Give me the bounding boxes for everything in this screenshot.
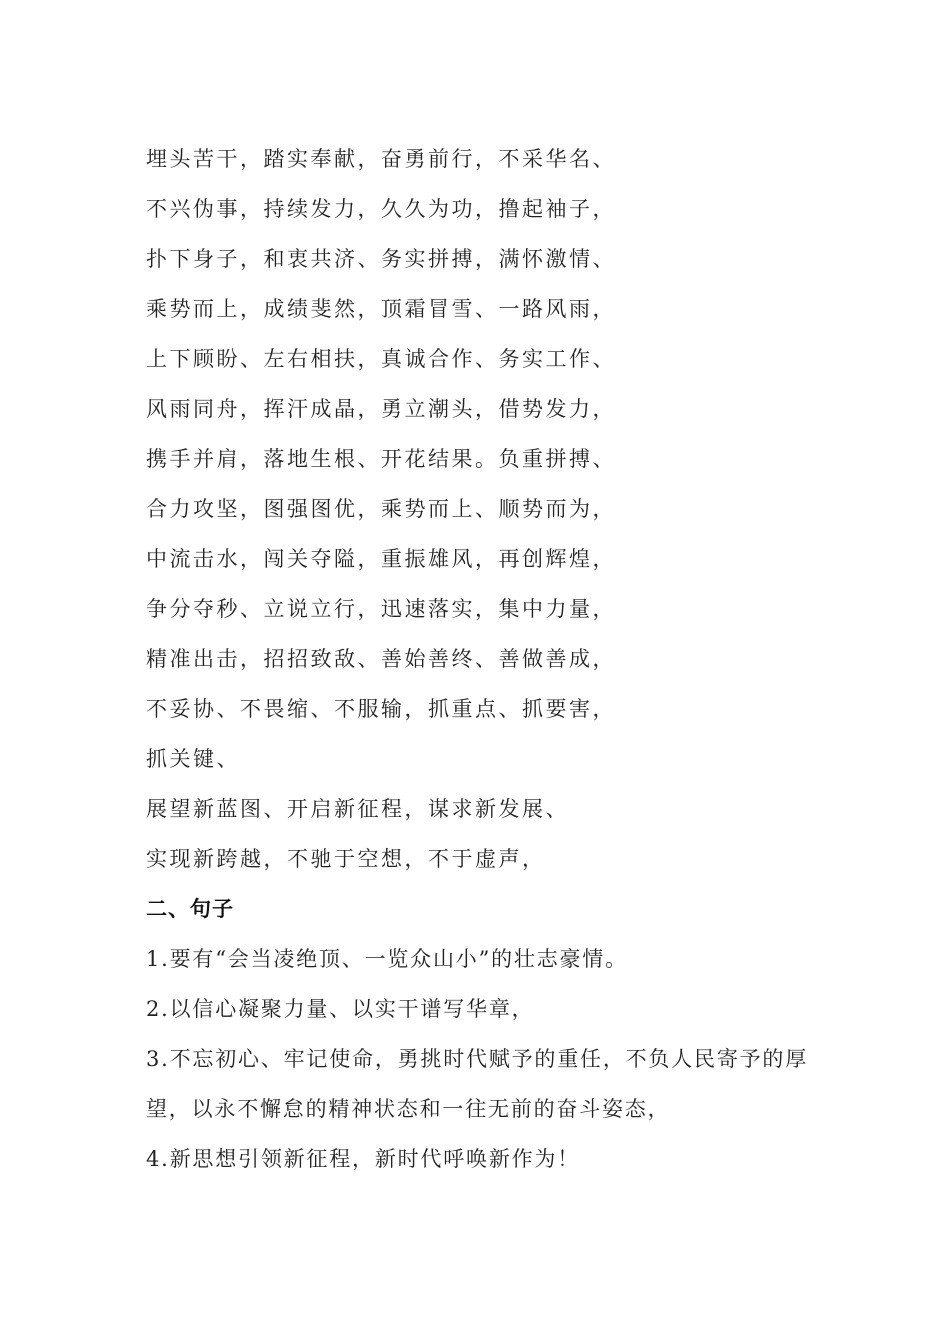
phrase-line: 不妥协、不畏缩、不服输，抓重点、抓要害， — [146, 697, 616, 721]
sentence-item: 4.新思想引领新征程，新时代呼唤新作为！ — [146, 1147, 581, 1171]
phrase-line: 抓关键、 — [146, 747, 240, 771]
sentence-item: 1.要有“会当凌绝顶、一览众山小”的壮志豪情。 — [146, 947, 628, 971]
phrase-line: 携手并肩，落地生根、开花结果。负重拼搏、 — [146, 447, 616, 471]
phrase-line: 乘势而上，成绩斐然，顶霜冒雪、一路风雨， — [146, 297, 616, 321]
phrase-line: 实现新跨越，不驰于空想，不于虚声， — [146, 847, 546, 871]
phrase-line: 展望新蓝图、开启新征程，谋求新发展、 — [146, 797, 569, 821]
phrase-line: 风雨同舟，挥汗成晶，勇立潮头，借势发力， — [146, 397, 616, 421]
phrase-line: 争分夺秒、立说立行，迅速落实，集中力量， — [146, 597, 616, 621]
phrase-line: 中流击水，闯关夺隘，重振雄风，再创辉煌， — [146, 547, 616, 571]
phrase-line: 扑下身子，和衷共济、务实拼搏，满怀激情、 — [146, 247, 616, 271]
phrase-line: 埋头苦干，踏实奉献，奋勇前行，不采华名、 — [146, 147, 616, 171]
phrase-line: 精准出击，招招致敌、善始善终、善做善成， — [146, 647, 616, 671]
phrase-line: 不兴伪事，持续发力，久久为功，撸起袖子， — [146, 197, 616, 221]
section-heading: 二、句子 — [146, 897, 234, 921]
sentence-item: 2.以信心凝聚力量、以实干谱写华章， — [146, 997, 535, 1021]
phrase-line: 合力攻坚，图强图优，乘势而上、顺势而为， — [146, 497, 616, 521]
phrase-line: 上下顾盼、左右相扶，真诚合作、务实工作、 — [146, 347, 616, 371]
sentence-item: 3.不忘初心、牢记使命，勇挑时代赋予的重任，不负人民寄予的厚望，以永不懈怠的精神状态和一往无前的奋斗姿态， — [146, 1047, 809, 1121]
document-body — [146, 134, 826, 1184]
